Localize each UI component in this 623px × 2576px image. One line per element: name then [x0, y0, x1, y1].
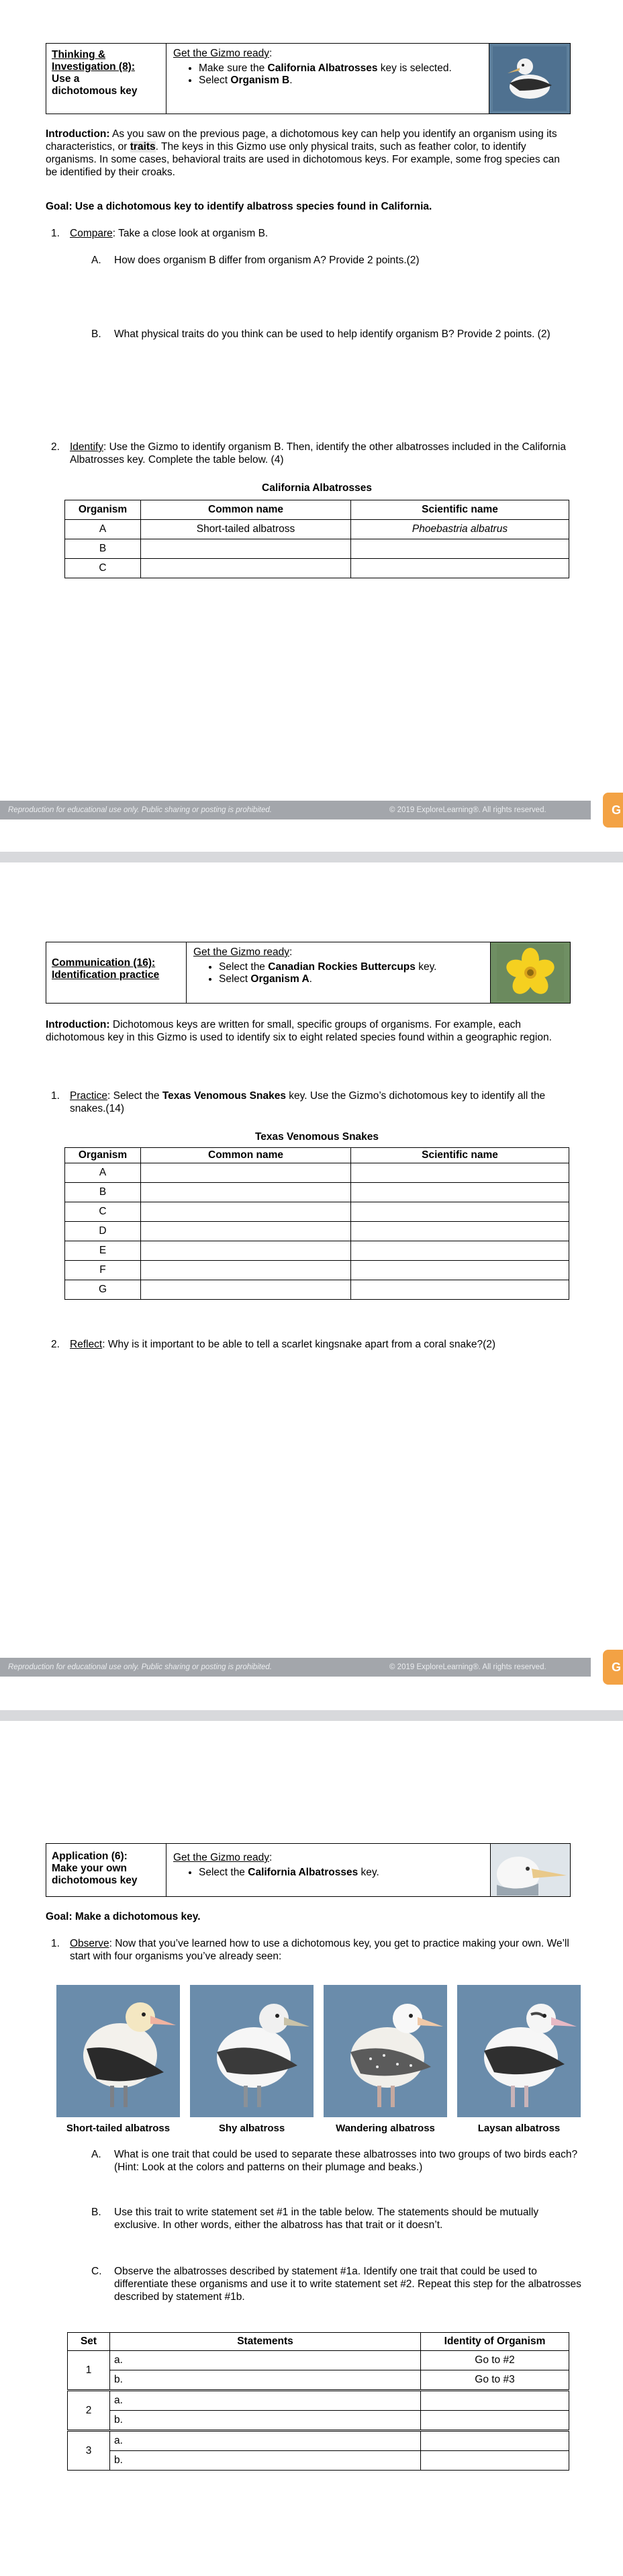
bird-caption: Wandering albatross — [336, 2123, 435, 2134]
table-row: A — [65, 1163, 569, 1183]
texas-venomous-snakes-table — [64, 1147, 569, 1300]
table-row: b. — [68, 2451, 569, 2471]
instruction-bullet: • Select Organism A. — [219, 973, 483, 985]
gizmo-ready-instructions: Get the Gizmo ready: • Select the California Albatrosses key. — [166, 1844, 490, 1896]
activity-title: Thinking & Investigation (8): Use a dichotomous key — [46, 44, 166, 114]
albatross-photo-row — [56, 1985, 581, 2134]
table-row: E — [65, 1241, 569, 1261]
bird-caption: Laysan albatross — [477, 2123, 561, 2134]
table-row: F — [65, 1261, 569, 1280]
page-separator — [0, 852, 623, 862]
gizmo-ready-instructions: Get the Gizmo ready: • Make sure the California Albatrosses key is selected. • Select Organism B. — [166, 44, 489, 114]
table-header: Common name — [141, 500, 351, 520]
activity-title: Communication (16): Identification practice — [46, 942, 187, 1003]
table-row: C — [65, 559, 569, 578]
table-title-texas-venomous-snakes: Texas Venomous Snakes — [254, 1131, 379, 1143]
table-row: b. Go to #3 — [68, 2370, 569, 2391]
activity-header-3 — [46, 1843, 571, 1897]
bird-card-laysan — [457, 1985, 581, 2134]
bird-caption: Shy albatross — [218, 2123, 285, 2134]
wandering-albatross-image — [324, 1985, 447, 2117]
table-row: 1 a. Go to #2 — [68, 2351, 569, 2370]
table-row: b. — [68, 2411, 569, 2431]
activity-header-2 — [46, 942, 571, 1004]
table-header: Scientific name — [351, 500, 569, 520]
footer-reproduction-notice: Reproduction for educational use only. Public sharing or posting is prohibited. — [8, 1663, 272, 1671]
table-header: Organism — [65, 1148, 141, 1163]
activity-header-1 — [46, 43, 571, 114]
table-row: C — [65, 1202, 569, 1222]
dichotomous-key-table — [67, 2332, 569, 2471]
table-row: B — [65, 1183, 569, 1202]
table-header: Statements — [110, 2333, 421, 2351]
bird-card-short-tailed — [56, 1985, 180, 2134]
introduction-paragraph-1: Introduction: As you saw on the previous page, a dichotomous key can help you identify an organism using its characteristics, or traits. The keys in this Gizmo use only physical traits, such as feather color, to identify organisms. In some cases, behavioral traits are used in dichotomous keys. For example, some frog species can be identified by their croaks. — [46, 128, 560, 178]
bird-card-shy — [190, 1985, 314, 2134]
table-header: Set — [68, 2333, 110, 2351]
table-row: 3 a. — [68, 2431, 569, 2451]
california-albatrosses-table — [64, 500, 569, 578]
table-header: Common name — [141, 1148, 351, 1163]
instruction-bullet: • Select the Canadian Rockies Buttercups key. — [219, 961, 483, 973]
table-title-california-albatrosses: California Albatrosses — [262, 482, 372, 494]
page-separator — [0, 1710, 623, 1721]
table-row: 2 a. — [68, 2391, 569, 2411]
bird-caption: Short-tailed albatross — [66, 2123, 171, 2134]
footer-copyright: © 2019 ExploreLearning®. All rights reserved. — [389, 806, 546, 814]
buttercup-thumbnail-image — [490, 942, 570, 1003]
page-footer-2 — [0, 1658, 623, 1677]
short-tailed-albatross-image — [56, 1985, 180, 2117]
instruction-bullet: • Select Organism B. — [199, 75, 482, 87]
table-row: B — [65, 539, 569, 559]
footer-copyright: © 2019 ExploreLearning®. All rights reserved. — [389, 1663, 546, 1671]
page-footer-1 — [0, 801, 623, 819]
table-header: Organism — [65, 500, 141, 520]
table-row: D — [65, 1222, 569, 1241]
goal-statement-1: Goal: Use a dichotomous key to identify albatross species found in California. — [46, 201, 432, 212]
gizmo-ready-instructions: Get the Gizmo ready: • Select the Canadian Rockies Buttercups key. • Select Organism A. — [187, 942, 490, 1003]
table-row: G — [65, 1280, 569, 1300]
introduction-paragraph-2: Introduction: Dichotomous keys are written for small, specific groups of organisms. For example, each dichotomous key in this Gizmo is used to identify six to eight related species found within a geographic region. — [46, 1019, 552, 1043]
albatross-head-thumbnail-image — [490, 1844, 570, 1896]
table-header: Identity of Organism — [421, 2333, 569, 2351]
shy-albatross-image — [190, 1985, 314, 2117]
table-row: A Short-tailed albatross Phoebastria albatrus — [65, 520, 569, 539]
bird-card-wandering — [324, 1985, 447, 2134]
laysan-albatross-image — [457, 1985, 581, 2117]
table-header: Scientific name — [351, 1148, 569, 1163]
activity-title: Application (6): Make your own dichotomous key — [46, 1844, 166, 1896]
explorelearning-logo-icon: G — [603, 1650, 623, 1685]
albatross-thumbnail-image — [489, 44, 570, 114]
instruction-bullet: • Select the California Albatrosses key. — [199, 1867, 483, 1879]
instruction-bullet: • Make sure the California Albatrosses key is selected. — [199, 62, 482, 75]
goal-statement-3: Goal: Make a dichotomous key. — [46, 1911, 201, 1922]
footer-reproduction-notice: Reproduction for educational use only. Public sharing or posting is prohibited. — [8, 806, 272, 814]
explorelearning-logo-icon: G — [603, 793, 623, 828]
